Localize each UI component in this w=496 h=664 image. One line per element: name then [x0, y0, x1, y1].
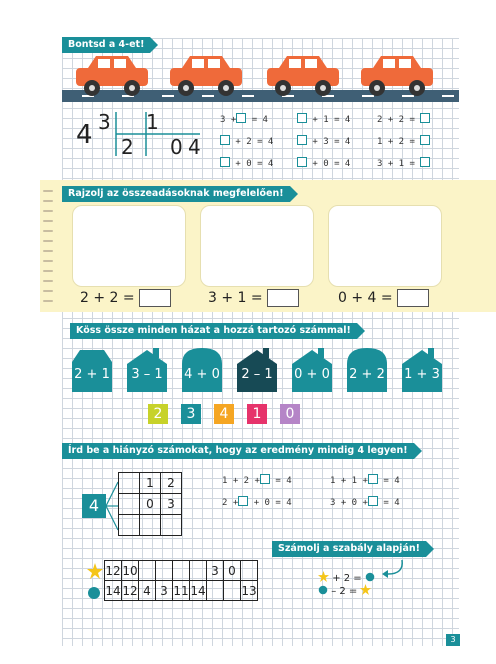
house-4[interactable]	[237, 344, 277, 392]
sequence-cell[interactable]	[139, 561, 156, 581]
car-icon	[74, 54, 150, 98]
number-square-3[interactable]: 3	[181, 404, 201, 424]
sequence-cell: 0	[224, 561, 241, 581]
house-2[interactable]	[127, 344, 167, 392]
eq-r2c3: 1 + 2 =	[377, 135, 430, 147]
eq-r3c1: + 0 = 4	[220, 157, 273, 169]
sequence-cell: 13	[241, 581, 258, 601]
section3-heading: Köss össze minden házat a hozzá tartozó számmal!	[70, 323, 357, 339]
sequence-cell: 3	[156, 581, 173, 601]
eq4-1: 1 + 2 + = 4	[222, 476, 292, 486]
sequence-cell[interactable]	[156, 561, 173, 581]
number-square-4[interactable]: 4	[214, 404, 234, 424]
car-icon	[265, 54, 341, 98]
section4-heading: Írd be a hiányzó számokat, hogy az eredmény mindig 4 legyen!	[62, 443, 414, 459]
addition-3: 0 + 4 =	[338, 289, 429, 307]
eq-r3c2: + 0 = 4	[297, 157, 350, 169]
sequence-cell[interactable]	[207, 581, 224, 601]
circle-icon	[365, 572, 375, 582]
decomp-c: 2	[121, 135, 134, 159]
eq4-4: 3 + 0 + = 4	[330, 498, 400, 508]
decomp-e: 4	[188, 135, 201, 159]
eq-r1c2: + 1 = 4	[297, 113, 350, 125]
decomp-top: 4	[76, 120, 93, 150]
addition-1: 2 + 2 =	[80, 289, 171, 307]
target-four: 4	[82, 494, 106, 518]
decomp-d: 0	[170, 135, 183, 159]
rule-1: + 2 =	[318, 571, 375, 584]
sequence-cell: 10	[122, 561, 139, 581]
sequence-cell: 11	[173, 581, 190, 601]
section5-heading: Számolj a szabály alapján!	[272, 541, 426, 557]
eq-r1c1: 3 + = 4	[220, 115, 268, 125]
sequence-table	[104, 560, 258, 601]
page-number: 3	[446, 634, 460, 646]
house-5[interactable]	[292, 344, 332, 392]
addition-2: 3 + 1 =	[208, 289, 299, 307]
answer-box[interactable]	[267, 289, 299, 307]
star-icon	[318, 571, 329, 582]
missing-grid: 1 2 0 3	[118, 472, 182, 536]
sequence-cell: 14	[190, 581, 207, 601]
section2-heading: Rajzolj az összeadásoknak megfelelően!	[62, 186, 290, 202]
house-label: 1 + 3	[404, 367, 440, 382]
sequence-cell[interactable]	[224, 581, 241, 601]
eq4-3: 2 + + 0 = 4	[222, 498, 292, 508]
section1-heading: Bontsd a 4-et!	[62, 37, 150, 53]
sequence-cell: 14	[105, 581, 122, 601]
house-label: 2 + 2	[349, 367, 385, 382]
number-square-0[interactable]: 0	[280, 404, 300, 424]
sequence-cell[interactable]	[190, 561, 207, 581]
star-icon	[360, 584, 371, 595]
house-7[interactable]	[402, 344, 442, 392]
eq4-2: 1 + 1 + = 4	[330, 476, 400, 486]
eq-r2c2: + 3 = 4	[297, 135, 350, 147]
eq-r3c3: 3 + 1 =	[377, 157, 430, 169]
eq-r2c1: + 2 = 4	[220, 135, 273, 147]
house-label: 4 + 0	[184, 367, 220, 382]
draw-box-1[interactable]	[72, 205, 186, 287]
eq-r1c3: 2 + 2 =	[377, 113, 430, 125]
answer-box[interactable]	[397, 289, 429, 307]
number-square-2[interactable]: 2	[148, 404, 168, 424]
house-6[interactable]	[347, 344, 387, 392]
number-square-1[interactable]: 1	[247, 404, 267, 424]
house-label: 2 + 1	[74, 367, 110, 382]
draw-box-3[interactable]	[328, 205, 442, 287]
house-label: 0 + 0	[294, 367, 330, 382]
circle-icon	[318, 585, 328, 595]
house-label: 3 – 1	[131, 367, 163, 382]
sequence-cell[interactable]	[173, 561, 190, 581]
arrow-icon	[378, 558, 408, 580]
answer-box[interactable]	[139, 289, 171, 307]
sequence-cell[interactable]	[241, 561, 258, 581]
sequence-cell: 12	[122, 581, 139, 601]
sequence-cell: 3	[207, 561, 224, 581]
decomp-b: 1	[146, 110, 159, 134]
sequence-cell: 4	[139, 581, 156, 601]
rule-2: – 2 =	[318, 584, 371, 597]
house-3[interactable]	[182, 344, 222, 392]
decomp-a: 3	[98, 110, 111, 134]
house-1[interactable]	[72, 344, 112, 392]
car-icon	[168, 54, 244, 98]
sequence-cell: 12	[105, 561, 122, 581]
house-label: 2 – 1	[241, 367, 273, 382]
draw-box-2[interactable]	[200, 205, 314, 287]
star-icon	[87, 563, 103, 579]
circle-icon	[87, 586, 101, 600]
car-icon	[359, 54, 435, 98]
